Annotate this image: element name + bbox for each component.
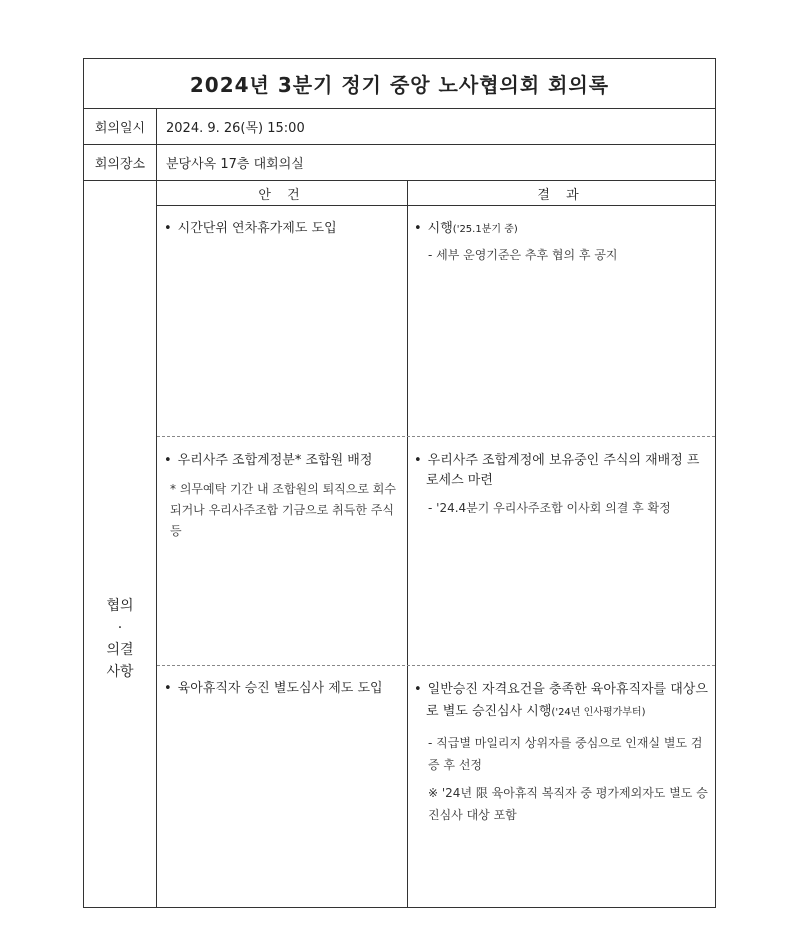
agenda-item-2 [164, 451, 404, 542]
meeting-place-label: 회의장소 [84, 145, 157, 180]
meeting-date-row [84, 109, 715, 145]
section-label-line2: 의결 [106, 642, 134, 658]
result-item-1-note: ('25.1분기 중) [452, 224, 518, 235]
result-item-2-sub: - '24.4분기 우리사주조합 이사회 의결 후 확정 [428, 501, 671, 515]
row-divider-2 [157, 665, 715, 666]
section-label-dot: · [117, 620, 123, 636]
minutes-document [83, 58, 716, 908]
result-item-3-sub1: - 직급별 마일리지 상위자를 중심으로 인재실 별도 검증 후 선정 [428, 736, 703, 772]
section-label [84, 181, 157, 907]
meeting-place-row [84, 145, 715, 181]
result-item-3-note: ('24년 인사평가부터) [551, 707, 646, 718]
result-item-2-main: • 우리사주 조합계정에 보유중인 주식의 재배정 프로세스 마련 [414, 451, 710, 491]
column-divider [407, 181, 408, 907]
meeting-date-label: 회의일시 [84, 109, 157, 144]
agenda-item-3 [164, 679, 404, 699]
result-item-3 [414, 679, 710, 826]
section-label-line3: 사항 [106, 664, 134, 680]
agenda-item-3-text: • 육아휴직자 승진 별도심사 제도 도입 [164, 679, 404, 699]
agenda-item-2-note: * 의무예탁 기간 내 조합원의 퇴직으로 회수되거나 우리사주조합 기금으로 취득한 주식 등 [170, 482, 396, 538]
table-header [157, 181, 715, 206]
result-item-2 [414, 451, 710, 518]
result-item-3-main: • 일반승진 자격요건을 충족한 육아휴직자를 대상으로 별도 승진심사 시행('24년 인사평가부터) [414, 679, 710, 724]
agenda-item-2-text: • 우리사주 조합계정분* 조합원 배정 [164, 451, 404, 471]
agenda-item-1-text: • 시간단위 연차휴가제도 도입 [164, 219, 404, 239]
result-item-3-sub2: ※ '24년 限 육아휴직 복직자 중 평가제외자도 별도 승진심사 대상 포함 [428, 786, 708, 822]
agenda-header: 안 건 [258, 187, 306, 203]
result-item-1-main: • 시행('25.1분기 중) [414, 219, 710, 240]
agenda-item-1 [164, 219, 404, 239]
meeting-place-value: 분당사옥 17층 대회의실 [166, 157, 304, 172]
row-divider-1 [157, 436, 715, 437]
result-header: 결 과 [537, 187, 585, 203]
document-title: 2024년 3분기 정기 중앙 노사협의회 회의록 [84, 59, 715, 109]
meeting-date-value: 2024. 9. 26(목) 15:00 [166, 121, 305, 136]
result-item-1-sub: - 세부 운영기준은 추후 협의 후 공지 [428, 248, 618, 262]
section-label-line1: 협의 [106, 598, 134, 614]
result-item-1 [414, 219, 710, 265]
